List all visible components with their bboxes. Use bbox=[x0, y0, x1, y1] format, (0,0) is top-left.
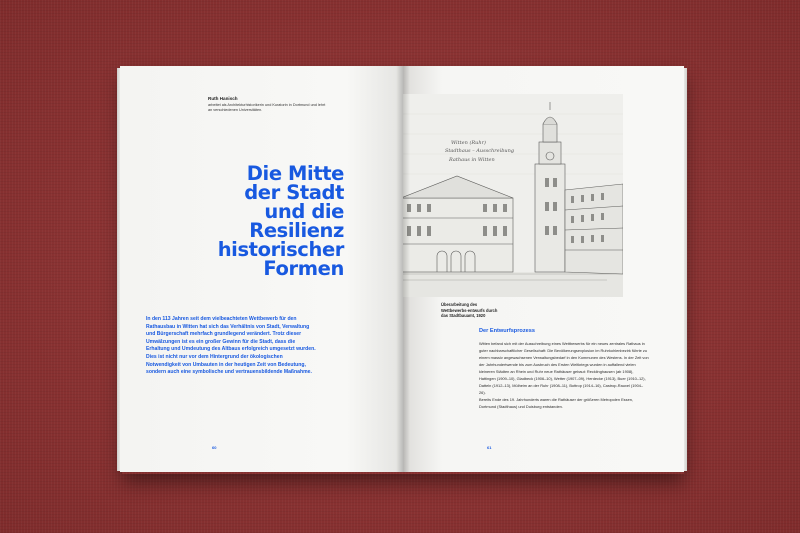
book-gutter bbox=[396, 66, 410, 472]
title-line: historischer bbox=[217, 238, 344, 261]
author-bio: arbeitet als Architekturhistorikerin und Kuratorin in Dortmund und lehrt an verschiedenen Universitäten. bbox=[208, 103, 326, 113]
intro-paragraph: In den 113 Jahren seit dem vielbeachteten Wettbewerb für den Rathausbau in Witten hat sich das Verhältnis von Stadt, Verwaltung und Bürgerschaft mehrfach grundlegend verändert. Trotz dieser Umwälzungen ist es ein großer Gewinn für die Stadt, dass die Erhaltung und Umdeutung des Altbaus erfolgreich umgesetzt wurden. Dies ist nicht nur vor dem Hintergrund der ökologischen Notwendigkeit von Umbauten in der heutigen Zeit von Bedeutung, sondern auch eine symbolische und vertrauensbildende Maßnahme. bbox=[146, 316, 316, 376]
handwriting-line: Rathaus in Witten bbox=[449, 157, 495, 163]
body-text bbox=[479, 340, 649, 410]
town-hall-sketch bbox=[403, 94, 623, 297]
illustration-caption: Überarbeitung des Wettbewerbs-entwurfs durch das Stadtbauamt, 1920 bbox=[441, 302, 498, 319]
left-page bbox=[120, 66, 403, 472]
title-line: Resilienz bbox=[249, 219, 344, 242]
body-paragraph: Bereits Ende des 19. Jahrhunderts waren die Rathäuser der größeren Metropolen Essen, Dortmund (Stadthaus) und Duisburg entstanden. bbox=[479, 397, 633, 409]
title-line: der Stadt bbox=[244, 181, 344, 204]
page-number-left: 60 bbox=[212, 445, 217, 450]
handwriting-line: Witten (Ruhr) bbox=[451, 140, 486, 146]
article-title bbox=[144, 164, 344, 278]
title-line: Die Mitte bbox=[246, 162, 344, 185]
body-paragraph: Witten befand sich mit der Ausschreibung eines Wettbewerbs für ein neues zentrales Rathaus in guter nachbarschaftlicher Gesellschaft: Die Bevölkerungsexplosion im Ruhrkohlenbezirk führte zu einem massiv angewachsenen Verwaltungsbedarf in den Kommunen des Westens. In der Zeit von der Jahrhundertwende bis zum Ausbruch des Ersten Weltkriegs wurden in auffallend vielen kleineren Städten an Rhein und Ruhr neue Rathäuser gebaut: Recklinghausen (ab 1908), Hattingen (1909–10), Gladbeck (1906–10), Wetter (1907–09), Herdecke (1913), Buer (1910–12), Datteln (1912–13), Mülheim an der Ruhr (1908–11), Bottrop (1914–16), Castrop-Rauxel (1904–26). bbox=[479, 341, 649, 395]
page-stack-right bbox=[684, 68, 687, 471]
title-line: und die bbox=[264, 200, 344, 223]
author-name: Ruth Hanisch bbox=[208, 96, 238, 101]
handwriting-line: Stadthaus – Ausschreibung bbox=[445, 148, 515, 154]
right-page bbox=[403, 66, 684, 472]
page-number-right: 61 bbox=[487, 445, 492, 450]
town-hall-drawing-icon bbox=[403, 94, 623, 297]
title-line: Formen bbox=[263, 257, 344, 280]
section-heading: Der Entwurfsprozess bbox=[479, 328, 535, 334]
